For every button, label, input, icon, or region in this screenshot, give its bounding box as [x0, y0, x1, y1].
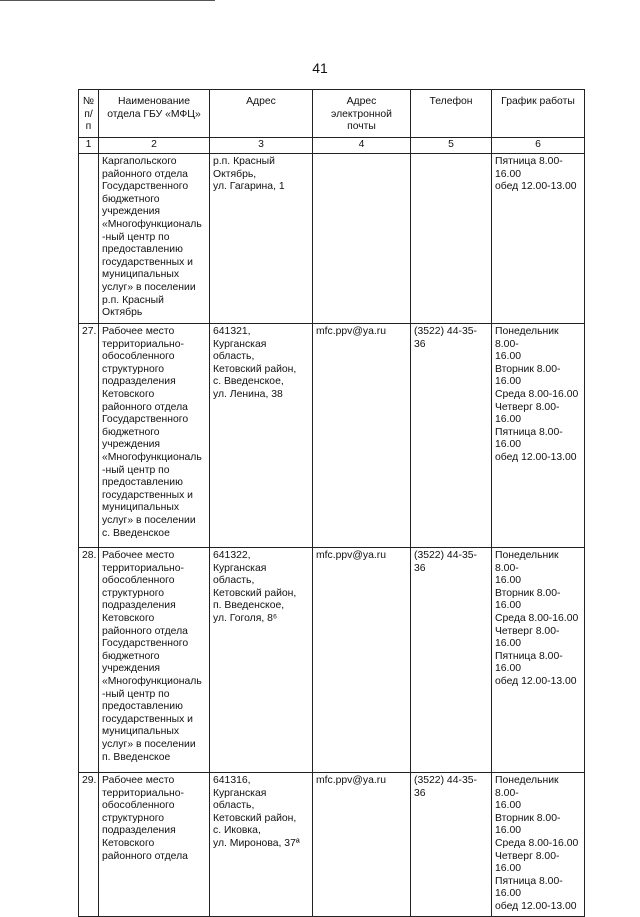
header-number: № п/п — [79, 90, 99, 138]
table-row — [79, 548, 585, 773]
table-row — [79, 154, 585, 324]
address: 641322, Курганская область, Кетовский район, п. Введенское, ул. Гоголя, 8⁶ — [210, 548, 313, 773]
phone — [411, 154, 492, 324]
column-number: 4 — [313, 138, 411, 154]
phone: (3522) 44-35- 36 — [411, 548, 492, 773]
address: 641321, Курганская область, Кетовский район, с. Введенское, ул. Ленина, 38 — [210, 324, 313, 548]
email — [313, 154, 411, 324]
schedule: Понедельник 8.00- 16.00 Вторник 8.00-16.00 Среда 8.00-16.00 Четверг 8.00-16.00 Пятница 8.00-16.00 обед 12.00-13.00 — [492, 324, 585, 548]
department-name: Рабочее место территориально- обособленного структурного подразделения Кетовского районного отдела Государственного бюджетного учреждения «Многофункциональ -ный центр по предоставлению государственных и муниципальных услуг» в поселении п. Введенское — [99, 548, 210, 773]
department-name: Каргапольского районного отдела Государственного бюджетного учреждения «Многофункциональ -ный центр по предоставлению государственных и муниципальных услуг» в поселении р.п. Красный Октябрь — [99, 154, 210, 324]
address: 641316, Курганская область, Кетовский район, с. Иковка, ул. Миронова, 37ª — [210, 773, 313, 917]
column-number: 5 — [411, 138, 492, 154]
header-phone: Телефон — [411, 90, 492, 138]
address: р.п. Красный Октябрь, ул. Гагарина, 1 — [210, 154, 313, 324]
row-number: 27. — [79, 324, 99, 548]
header-email: Адрес электронной почты — [313, 90, 411, 138]
email: mfc.ppv@ya.ru — [313, 548, 411, 773]
schedule: Понедельник 8.00- 16.00 Вторник 8.00-16.00 Среда 8.00-16.00 Четверг 8.00-16.00 Пятница 8.00-16.00 обед 12.00-13.00 — [492, 773, 585, 917]
table-row — [79, 773, 585, 917]
header-department-name: Наименование отдела ГБУ «МФЦ» — [99, 90, 210, 138]
header-schedule: График работы — [492, 90, 585, 138]
page-number: 41 — [312, 60, 328, 76]
department-name: Рабочее место территориально- обособленного структурного подразделения Кетовского районного отдела — [99, 773, 210, 917]
schedule: Пятница 8.00-16.00 обед 12.00-13.00 — [492, 154, 585, 324]
table-row — [79, 324, 585, 548]
header-row — [79, 90, 585, 138]
phone: (3522) 44-35- 36 — [411, 773, 492, 917]
email: mfc.ppv@ya.ru — [313, 324, 411, 548]
mfc-departments-table — [78, 89, 585, 917]
top-rule — [0, 0, 215, 1]
row-number: 29. — [79, 773, 99, 917]
schedule: Понедельник 8.00- 16.00 Вторник 8.00-16.00 Среда 8.00-16.00 Четверг 8.00-16.00 Пятница 8.00-16.00 обед 12.00-13.00 — [492, 548, 585, 773]
column-number: 2 — [99, 138, 210, 154]
phone: (3522) 44-35- 36 — [411, 324, 492, 548]
row-number: 28. — [79, 548, 99, 773]
column-number-row — [79, 138, 585, 154]
row-number — [79, 154, 99, 324]
department-name: Рабочее место территориально- обособленного структурного подразделения Кетовского районного отдела Государственного бюджетного учреждения «Многофункциональ -ный центр по предоставлению государственных и муниципальных услуг» в поселении с. Введенское — [99, 324, 210, 548]
header-address: Адрес — [210, 90, 313, 138]
column-number: 6 — [492, 138, 585, 154]
column-number: 3 — [210, 138, 313, 154]
email: mfc.ppv@ya.ru — [313, 773, 411, 917]
column-number: 1 — [79, 138, 99, 154]
